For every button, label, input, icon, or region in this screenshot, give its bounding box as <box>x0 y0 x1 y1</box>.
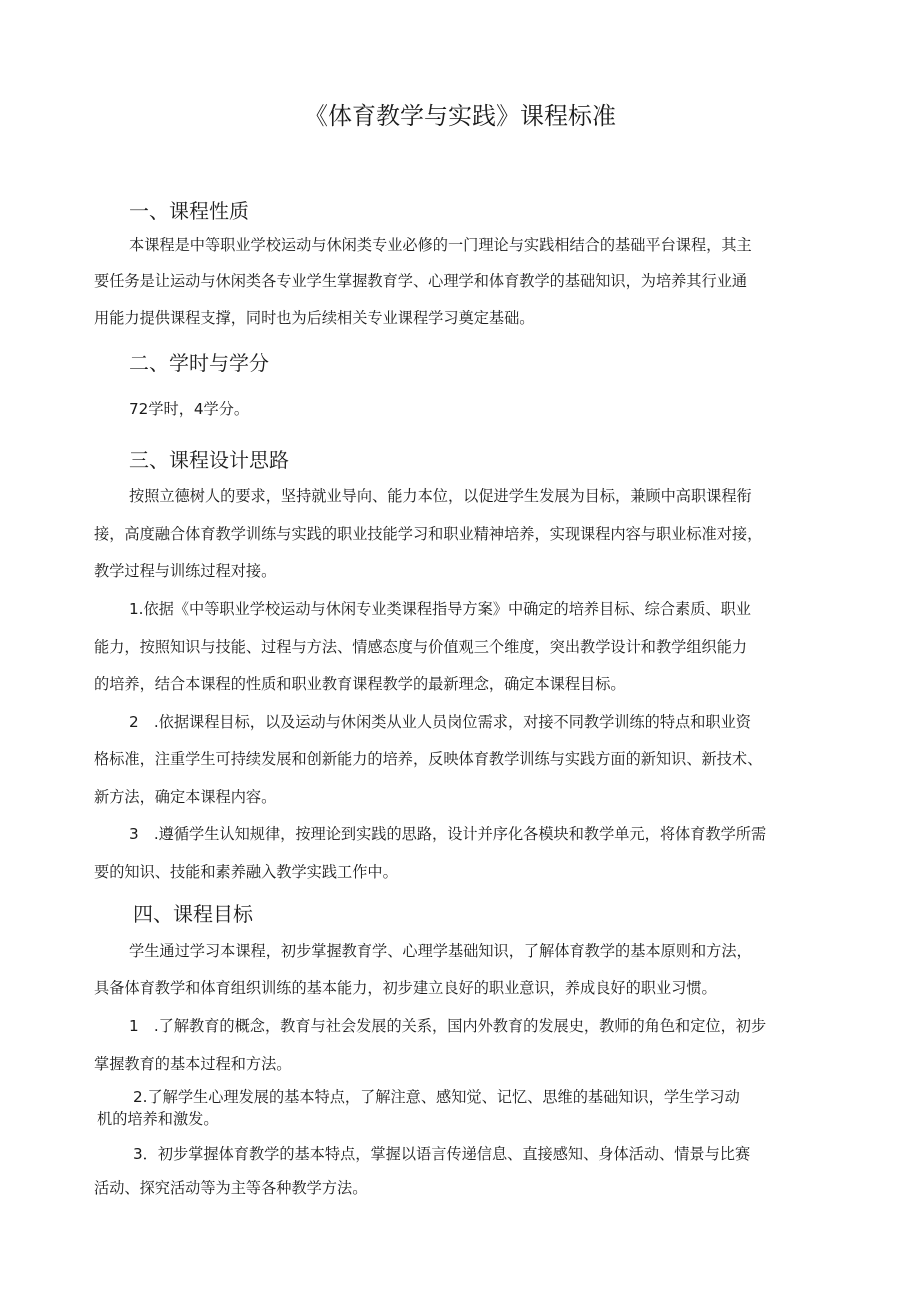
paragraph-line: 本课程是中等职业学校运动与休闲类专业必修的一门理论与实践相结合的基础平台课程，其主 <box>129 236 752 254</box>
paragraph-line: 用能力提供课程支撑，同时也为后续相关专业课程学习奠定基础。 <box>94 309 535 327</box>
paragraph-line: 具备体育教学和体育组织训练的基本能力，初步建立良好的职业意识，养成良好的职业习惯。 <box>94 979 717 997</box>
paragraph-line: 要任务是让运动与休闲类各专业学生掌握教育学、心理学和体育教学的基础知识，为培养其行业通 <box>94 272 748 290</box>
list-item-line: 要的知识、技能和素养融入教学实践工作中。 <box>94 863 398 881</box>
list-item-line: 2 .依据课程目标，以及运动与休闲类从业人员岗位需求，对接不同教学训练的特点和职业资 <box>129 713 751 731</box>
list-item-line: 活动、探究活动等为主等各种教学方法。 <box>94 1179 368 1197</box>
list-item-line: 机的培养和激发。 <box>97 1110 219 1128</box>
list-item-line: 格标准，注重学生可持续发展和创新能力的培养，反映体育教学训练与实践方面的新知识、新技术、 <box>94 750 763 768</box>
list-item-line: 1.依据《中等职业学校运动与休闲专业类课程指导方案》中确定的培养目标、综合素质、职业 <box>129 600 751 618</box>
list-item-line: 掌握教育的基本过程和方法。 <box>94 1055 292 1073</box>
section-heading-nature: 一、课程性质 <box>129 199 249 223</box>
list-item-line: 新方法，确定本课程内容。 <box>94 788 277 806</box>
list-item-line: 2.了解学生心理发展的基本特点，了解注意、感知觉、记忆、思维的基础知识，学生学习动 <box>133 1088 740 1106</box>
list-item-line: 1 .了解教育的概念，教育与社会发展的关系，国内外教育的发展史，教师的角色和定位，初步 <box>129 1017 767 1035</box>
list-item-line: 的培养，结合本课程的性质和职业教育课程教学的最新理念，确定本课程目标。 <box>94 675 626 693</box>
document-title: 《体育教学与实践》课程标准 <box>304 102 616 130</box>
list-item-line: 能力，按照知识与技能、过程与方法、情感态度与价值观三个维度，突出教学设计和教学组织能力 <box>94 638 748 656</box>
list-item-line: 3 .遵循学生认知规律，按理论到实践的思路，设计并序化各模块和教学单元，将体育教学所需 <box>129 825 767 843</box>
paragraph-line: 学生通过学习本课程，初步掌握教育学、心理学基础知识，了解体育教学的基本原则和方法， <box>129 942 752 960</box>
paragraph-line: 72学时，4学分。 <box>129 400 250 418</box>
paragraph-line: 教学过程与训练过程对接。 <box>94 562 277 580</box>
paragraph-line: 按照立德树人的要求，坚持就业导向、能力本位，以促进学生发展为目标，兼顾中高职课程衔 <box>129 487 752 505</box>
section-heading-design: 三、课程设计思路 <box>129 448 289 472</box>
list-item-line: 3．初步掌握体育教学的基本特点，掌握以语言传递信息、直接感知、身体活动、情景与比赛 <box>133 1145 751 1163</box>
section-heading-hours-credits: 二、学时与学分 <box>129 351 269 375</box>
paragraph-line: 接，高度融合体育教学训练与实践的职业技能学习和职业精神培养，实现课程内容与职业标准对接， <box>94 525 763 543</box>
section-heading-objectives: 四、课程目标 <box>133 902 253 926</box>
